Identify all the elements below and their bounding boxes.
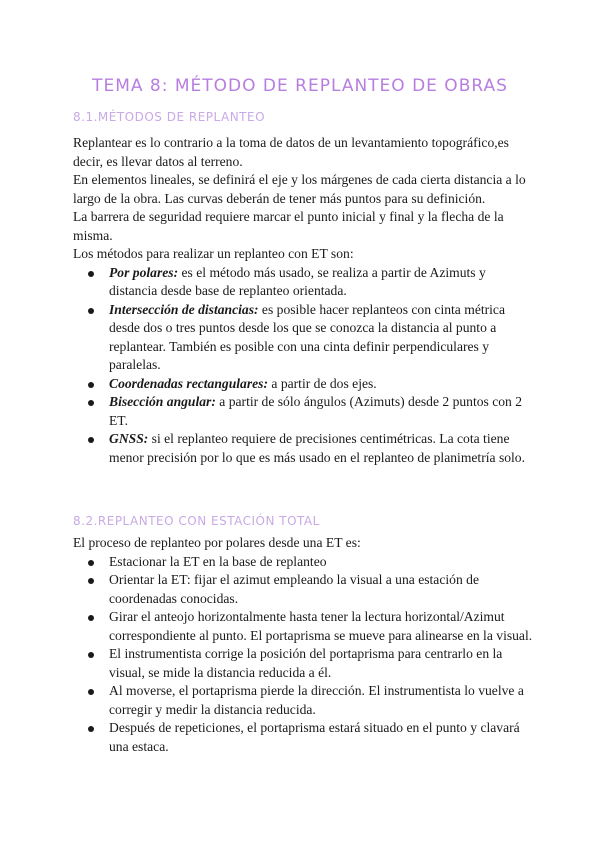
- methods-list: [73, 264, 533, 468]
- bullet-icon: [88, 437, 94, 443]
- method-term: Intersección de distancias:: [109, 301, 259, 317]
- list-item: [73, 571, 533, 608]
- page-title: TEMA 8: MÉTODO DE REPLANTEO DE OBRAS: [92, 76, 508, 96]
- paragraph: La barrera de seguridad requiere marcar el punto inicial y final y la flecha de la misma.: [73, 209, 504, 243]
- list-item: [73, 301, 533, 375]
- method-text: a partir de dos ejes.: [267, 375, 377, 391]
- bullet-icon: [88, 652, 94, 658]
- list-item: [73, 608, 533, 645]
- method-term: Coordenadas rectangulares:: [109, 375, 268, 391]
- bullet-icon: [88, 689, 94, 695]
- steps-list: [73, 553, 533, 757]
- list-item: [73, 430, 533, 467]
- section-methods-body: [73, 134, 533, 467]
- section-heading-total-station: 8.2.REPLANTEO CON ESTACIÓN TOTAL: [73, 514, 320, 528]
- step-text: Estacionar la ET en la base de replanteo: [109, 553, 327, 569]
- paragraph: Replantear es lo contrario a la toma de datos de un levantamiento topográfico,es decir, es llevar datos al terreno.: [73, 135, 509, 169]
- paragraph: En elementos lineales, se definirá el eje y los márgenes de cada cierta distancia a lo largo de la obra. Las curvas deberán de tener más puntos para su definición.: [73, 172, 526, 206]
- method-term: Bisección angular:: [109, 394, 216, 409]
- method-term: Por polares:: [109, 264, 179, 280]
- bullet-icon: [88, 271, 94, 277]
- method-term: GNSS:: [109, 431, 149, 446]
- list-item: [73, 719, 533, 756]
- method-text: es el método más usado, se realiza a partir de Azimuts y distancia desde base de replanteo orientada.: [109, 264, 486, 298]
- method-text: si el replanteo requiere de precisiones centimétricas. La cota tiene menor precisión por lo que es más usado en el replanteo de planimetría solo.: [109, 431, 525, 465]
- list-item: [73, 393, 533, 430]
- bullet-icon: [88, 560, 94, 566]
- list-item: [73, 264, 533, 301]
- section-heading-methods: 8.1.MÉTODOS DE REPLANTEO: [73, 110, 266, 124]
- paragraph: Los métodos para realizar un replanteo con ET son:: [73, 246, 354, 261]
- method-text: a partir de sólo ángulos (Azimuts) desde 2 puntos con 2 ET.: [109, 394, 523, 428]
- bullet-icon: [88, 578, 94, 584]
- list-item: [73, 645, 533, 682]
- bullet-icon: [88, 615, 94, 621]
- step-text: Al moverse, el portaprisma pierde la dirección. El instrumentista lo vuelve a corregir y medir la distancia reducida.: [109, 683, 524, 717]
- list-item: [73, 553, 533, 572]
- bullet-icon: [88, 382, 94, 388]
- bullet-icon: [88, 308, 94, 314]
- paragraph: El proceso de replanteo por polares desde una ET es:: [73, 535, 361, 550]
- step-text: Orientar la ET: fijar el azimut empleando la visual a una estación de coordenadas conocidas.: [109, 572, 479, 606]
- step-text: Después de repeticiones, el portaprisma estará situado en el punto y clavará una estaca.: [109, 720, 520, 754]
- bullet-icon: [88, 400, 94, 406]
- bullet-icon: [88, 726, 94, 732]
- step-text: Girar el anteojo horizontalmente hasta tener la lectura horizontal/Azimut correspondiente al punto. El portaprisma se mueve para alinearse en la visual.: [109, 609, 533, 643]
- step-text: El instrumentista corrige la posición del portaprisma para centrarlo en la visual, se mide la distancia reducida a él.: [109, 646, 503, 680]
- list-item: [73, 682, 533, 719]
- list-item: [73, 375, 533, 394]
- section-total-station-body: [73, 534, 533, 756]
- method-text: es posible hacer replanteos con cinta métrica desde dos o tres puntos desde los que se conozca la distancia al punto a replantear. También es posible con una cinta definir perpendiculares y paralelas.: [109, 301, 505, 372]
